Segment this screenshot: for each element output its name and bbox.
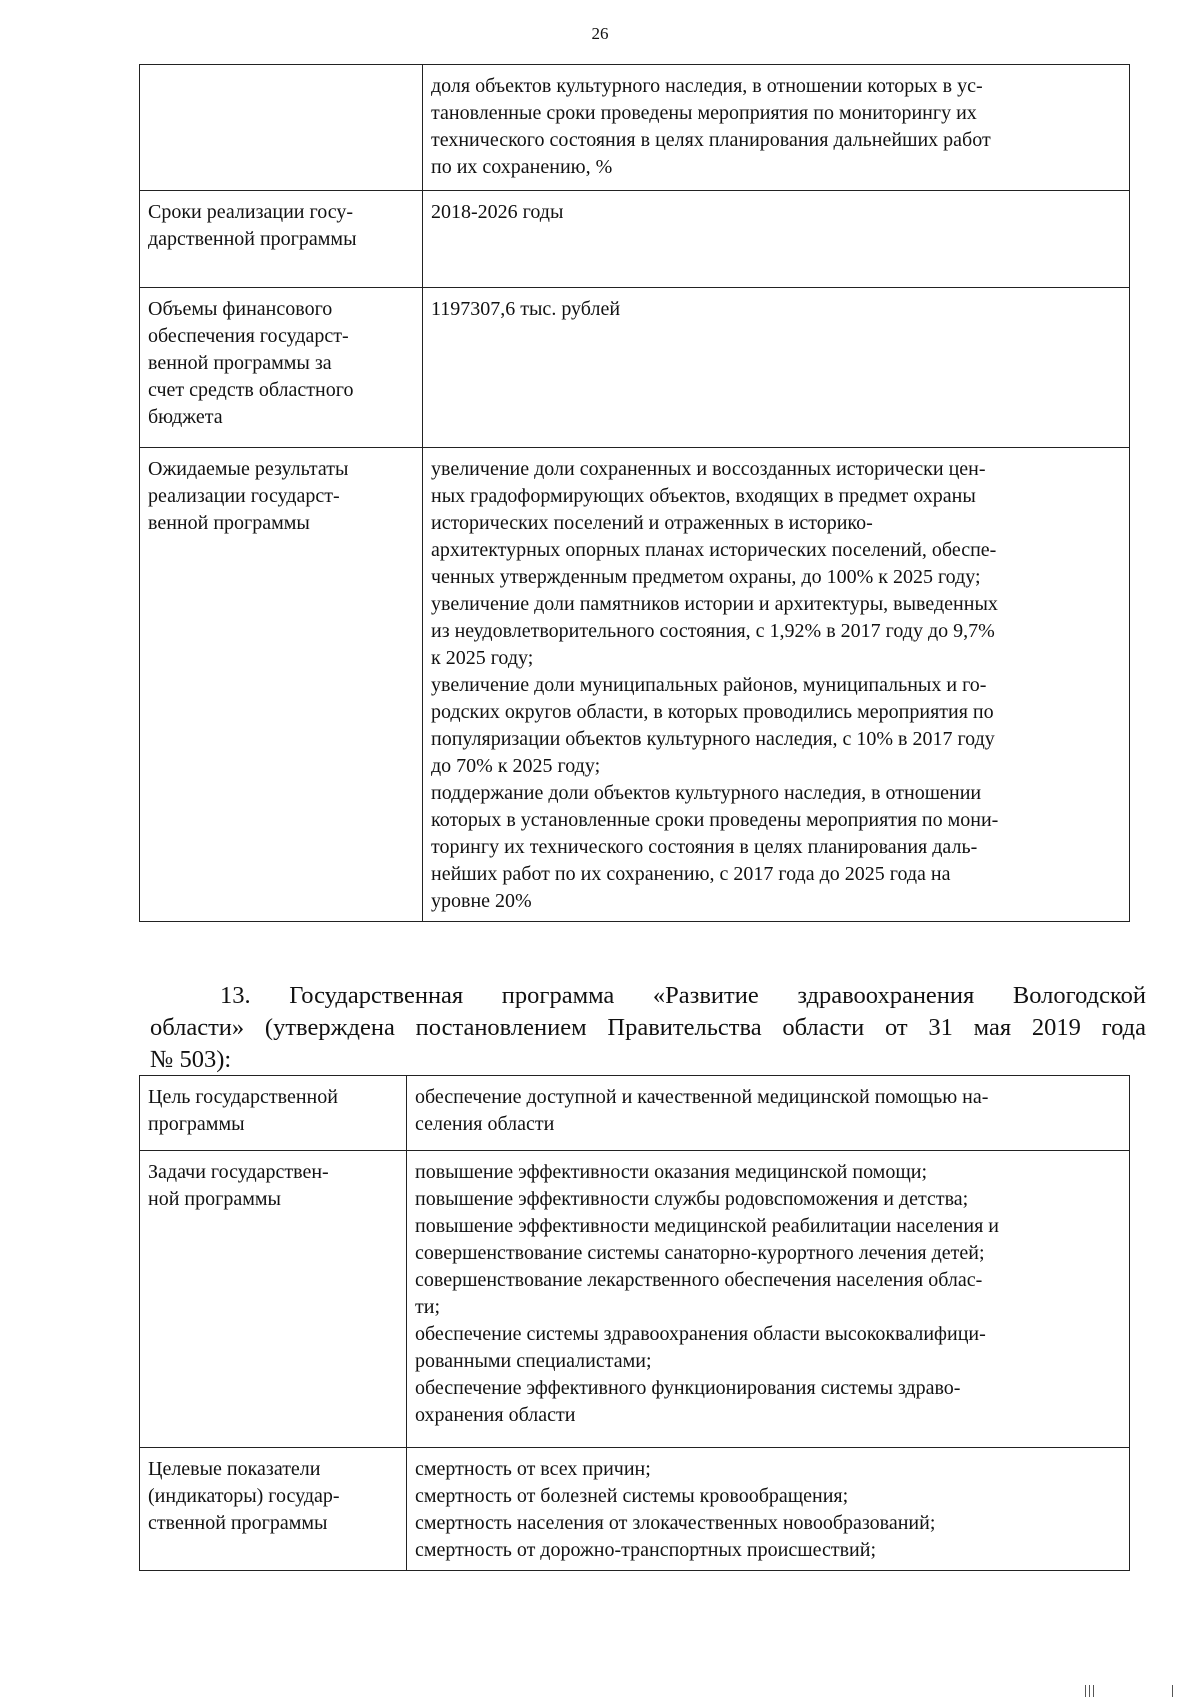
cell-line: реализации государст- xyxy=(148,485,340,507)
cell-line: исторических поселений и отраженных в историко- xyxy=(431,512,873,534)
cell-line: смертность от всех причин; xyxy=(415,1458,651,1480)
cell-line: ственной программы xyxy=(148,1512,328,1534)
cell-line: селения области xyxy=(415,1113,555,1135)
heading-line: № 503): xyxy=(150,1046,232,1073)
cell-line: смертность от дорожно-транспортных происшествий; xyxy=(415,1539,877,1561)
cell-line: охранения области xyxy=(415,1404,576,1426)
cell-line: обеспечения государст- xyxy=(148,325,349,347)
cell-line: технического состояния в целях планирования дальнейших работ xyxy=(431,129,991,151)
cell-line: венной программы за xyxy=(148,352,332,374)
cell-line: Задачи государствен- xyxy=(148,1161,329,1183)
cell-line: повышение эффективности службы родовспоможения и детства; xyxy=(415,1188,969,1210)
row-label-cell xyxy=(140,288,423,448)
cell-line: ченных утвержденным предметом охраны, до 100% к 2025 году; xyxy=(431,566,981,588)
cell-line: обеспечение эффективного функционирования системы здраво- xyxy=(415,1377,961,1399)
scan-mark xyxy=(1089,1685,1090,1697)
cell-line: к 2025 году; xyxy=(431,647,534,669)
cell-line: уровне 20% xyxy=(431,890,532,912)
row-value-cell xyxy=(407,1151,1130,1448)
scan-mark xyxy=(1085,1685,1086,1697)
row-value-cell xyxy=(407,1448,1130,1571)
table-row xyxy=(140,191,1130,288)
cell-line: обеспечение доступной и качественной медицинской помощью на- xyxy=(415,1086,989,1108)
cell-line: архитектурных опорных планах исторических поселений, обеспе- xyxy=(431,539,997,561)
cell-line: которых в установленные сроки проведены мероприятия по мони- xyxy=(431,809,999,831)
cell-line: венной программы xyxy=(148,512,310,534)
cell-line: доля объектов культурного наследия, в отношении которых в ус- xyxy=(431,75,983,97)
cell-line: Ожидаемые результаты xyxy=(148,458,349,480)
cell-line: смертность от болезней системы кровообращения; xyxy=(415,1485,849,1507)
cell-line: 1197307,6 тыс. рублей xyxy=(431,298,621,320)
cell-line: популяризации объектов культурного наследия, с 10% в 2017 году xyxy=(431,728,995,750)
cell-line: увеличение доли сохраненных и воссозданных исторически цен- xyxy=(431,458,986,480)
cell-line: повышение эффективности медицинской реабилитации населения и xyxy=(415,1215,999,1237)
heading-line: области» (утверждена постановлением Правительства области от 31 мая 2019 года xyxy=(150,1014,1146,1041)
table-row xyxy=(140,1151,1130,1448)
cell-line: Целевые показатели xyxy=(148,1458,321,1480)
program-passport-table-2 xyxy=(139,1075,1130,1571)
table-row xyxy=(140,288,1130,448)
page-number: 26 xyxy=(591,24,609,43)
cell-line: нейших работ по их сохранению, с 2017 года до 2025 года на xyxy=(431,863,951,885)
cell-line: из неудовлетворительного состояния, с 1,92% в 2017 году до 9,7% xyxy=(431,620,995,642)
program-passport-table-1 xyxy=(139,64,1130,922)
cell-line: поддержание доли объектов культурного наследия, в отношении xyxy=(431,782,982,804)
cell-line: смертность населения от злокачественных новообразований; xyxy=(415,1512,936,1534)
heading-line: 13. Государственная программа «Развитие здравоохранения Вологодской xyxy=(220,982,1146,1009)
row-value-cell xyxy=(407,1076,1130,1151)
table-row xyxy=(140,65,1130,191)
cell-line: родских округов области, в которых проводились мероприятия по xyxy=(431,701,994,723)
cell-line: 2018-2026 годы xyxy=(431,201,564,223)
cell-line: торингу их технического состояния в целях планирования даль- xyxy=(431,836,978,858)
row-label-cell xyxy=(140,1448,407,1571)
cell-line: совершенствование лекарственного обеспечения населения облас- xyxy=(415,1269,983,1291)
row-value-cell xyxy=(423,448,1130,922)
cell-line: Объемы финансового xyxy=(148,298,333,320)
cell-line: тановленные сроки проведены мероприятия по мониторингу их xyxy=(431,102,977,124)
row-label-cell xyxy=(140,191,423,288)
cell-line: повышение эффективности оказания медицинской помощи; xyxy=(415,1161,928,1183)
cell-line: до 70% к 2025 году; xyxy=(431,755,601,777)
cell-line: ных градоформирующих объектов, входящих в предмет охраны xyxy=(431,485,976,507)
row-value-cell xyxy=(423,288,1130,448)
row-value-cell xyxy=(423,65,1130,191)
cell-line: увеличение доли памятников истории и архитектуры, выведенных xyxy=(431,593,998,615)
row-label-cell xyxy=(140,1151,407,1448)
cell-line: по их сохранению, % xyxy=(431,156,613,178)
cell-line: дарственной программы xyxy=(148,228,357,250)
scan-marks xyxy=(1085,1685,1175,1697)
cell-line: (индикаторы) государ- xyxy=(148,1485,340,1507)
cell-line: Цель государственной xyxy=(148,1086,338,1108)
cell-line: увеличение доли муниципальных районов, муниципальных и го- xyxy=(431,674,987,696)
cell-line: обеспечение системы здравоохранения области высококвалифици- xyxy=(415,1323,986,1345)
scan-mark xyxy=(1093,1685,1094,1697)
row-value-cell xyxy=(423,191,1130,288)
cell-line: ти; xyxy=(415,1296,440,1318)
table-row xyxy=(140,1076,1130,1151)
table-row xyxy=(140,448,1130,922)
scan-mark xyxy=(1172,1685,1173,1697)
row-label-cell xyxy=(140,448,423,922)
cell-line: совершенствование системы санаторно-курортного лечения детей; xyxy=(415,1242,985,1264)
cell-line: бюджета xyxy=(148,406,223,428)
cell-line: ной программы xyxy=(148,1188,281,1210)
cell-line: Сроки реализации госу- xyxy=(148,201,353,223)
row-label-cell xyxy=(140,65,423,191)
cell-line: программы xyxy=(148,1113,245,1135)
table-row xyxy=(140,1448,1130,1571)
row-label-cell xyxy=(140,1076,407,1151)
cell-line: рованными специалистами; xyxy=(415,1350,652,1372)
cell-line: счет средств областного xyxy=(148,379,354,401)
section-heading xyxy=(150,980,1146,1076)
